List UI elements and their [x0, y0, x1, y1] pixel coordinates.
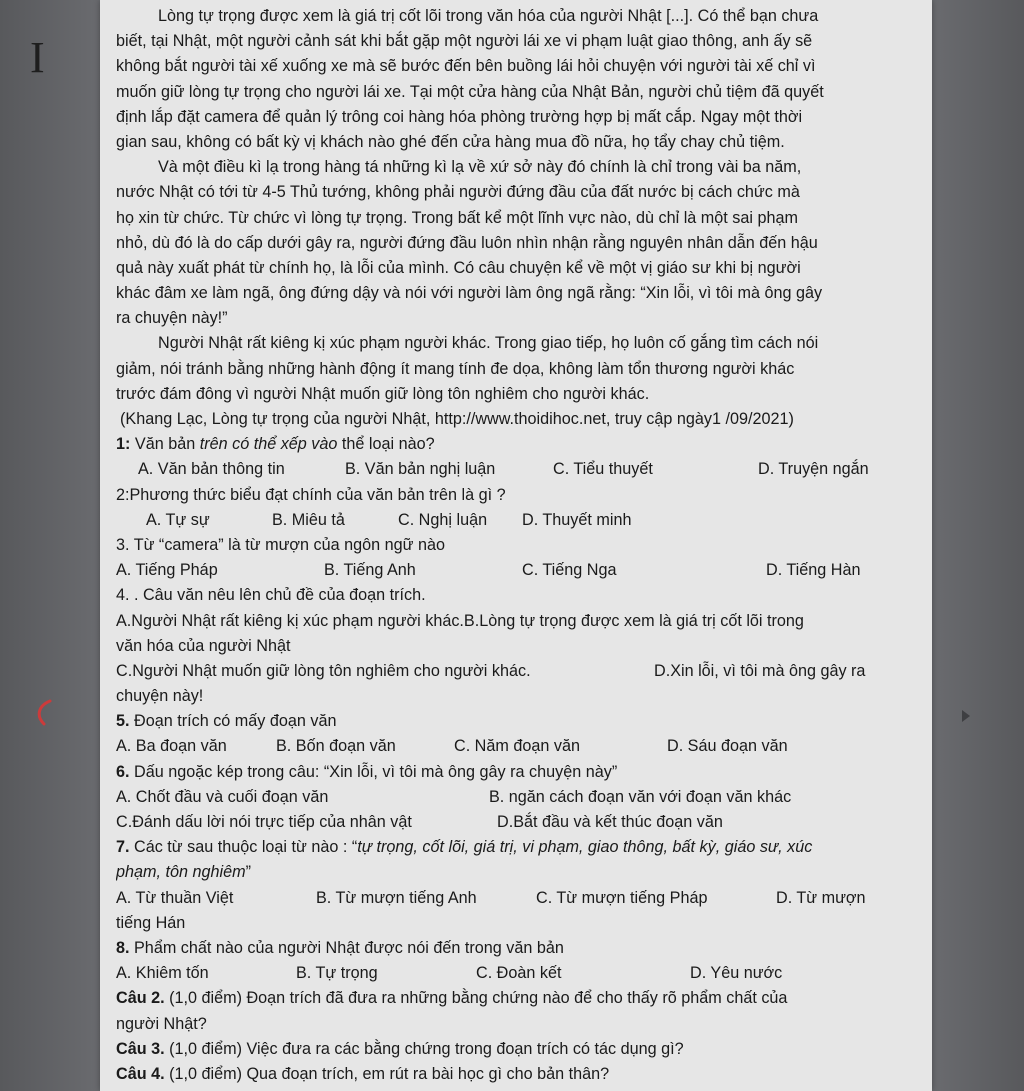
- passage-line: Lòng tự trọng được xem là giá trị cốt lõi trong văn hóa của người Nhật [...]. Có thể bạn chưa: [158, 7, 819, 25]
- option: A. Tự sự: [146, 510, 210, 529]
- option: D.Bắt đầu và kết thúc đoạn văn: [497, 813, 723, 831]
- q4-options-cd: [116, 659, 922, 684]
- option: D. Yêu nước: [690, 964, 783, 983]
- passage-line: biết, tại Nhật, một người cảnh sát khi bắt gặp một người lái xe vi phạm luật giao thông, anh ấy sẽ: [116, 32, 813, 51]
- option: A. Từ thuần Việt: [116, 888, 234, 907]
- option: D. Thuyết minh: [522, 510, 632, 529]
- exam-text: [116, 4, 922, 1087]
- passage-line: nhỏ, dù đó là do cấp dưới gây ra, người đứng đầu luôn nhìn nhận rằng nguyên nhân dẫn đến hậu: [116, 233, 818, 252]
- option: A. Chốt đầu và cuối đoạn văn: [116, 787, 329, 806]
- option: B. ngăn cách đoạn văn với đoạn văn khác: [489, 787, 792, 806]
- option: B. Từ mượn tiếng Anh: [316, 888, 477, 907]
- question-7: [116, 835, 922, 860]
- cau-2: [116, 986, 922, 1011]
- q3-options: [116, 558, 922, 583]
- cau-text: (1,0 điểm) Đoạn trích đã đưa ra những bằng chứng nào để cho thấy rõ phẩm chất của: [164, 989, 788, 1008]
- option: A. Tiếng Pháp: [116, 561, 218, 580]
- q6-options-cd: [116, 810, 922, 835]
- question-text: Dấu ngoặc kép trong câu: “Xin lỗi, vì tôi mà ông gây ra chuyện này”: [129, 762, 618, 781]
- cau-3: [116, 1037, 922, 1062]
- question-text-italic: phạm, tôn nghiêm: [116, 863, 246, 882]
- q5-options: [116, 734, 922, 759]
- chevron-right-icon[interactable]: [960, 708, 972, 724]
- question-1: [116, 432, 922, 457]
- question-7-continued: [116, 860, 922, 885]
- question-5: [116, 709, 922, 734]
- passage-line: ra chuyện này!”: [116, 309, 228, 328]
- option: D. Sáu đoạn văn: [667, 737, 788, 756]
- option: C. Từ mượn tiếng Pháp: [536, 888, 708, 907]
- q2-options: [116, 508, 922, 533]
- question-text: Văn bản: [130, 435, 200, 454]
- passage-line: Và một điều kì lạ trong hàng tá những kì lạ về xứ sở này đó chính là chỉ trong vài ba năm,: [158, 158, 802, 177]
- passage-line: gian sau, không có bất kỳ vị khách nào ghé đến cửa hàng mua đồ nữa, họ tẩy chay chủ tiệm.: [116, 132, 785, 151]
- cau-2-continued: người Nhật?: [116, 1014, 207, 1033]
- viewer-left-margin: [0, 0, 100, 1091]
- question-number: 6.: [116, 762, 130, 781]
- option: B. Miêu tả: [272, 510, 345, 529]
- option: A. Khiêm tốn: [116, 964, 209, 983]
- option: D. Tiếng Hàn: [766, 561, 861, 580]
- q6-options-ab: [116, 785, 922, 810]
- passage-line: khác đâm xe làm ngã, ông đứng dậy và nói với người làm ông ngã rằng: “Xin lỗi, vì tôi mà ông gây: [116, 284, 823, 303]
- passage-line: định lắp đặt camera để quản lý trông coi hàng hóa phòng trường hợp bị mất cắp. Ngay một thời: [116, 107, 803, 126]
- cau-label: Câu 3.: [116, 1039, 165, 1058]
- question-number: 8.: [116, 938, 130, 957]
- cau-text: (1,0 điểm) Việc đưa ra các bằng chứng trong đoạn trích có tác dụng gì?: [164, 1039, 684, 1058]
- q4-option-line: văn hóa của người Nhật: [116, 636, 291, 655]
- question-text: Đoạn trích có mấy đoạn văn: [129, 712, 337, 731]
- question-8: [116, 936, 922, 961]
- option: D.Xin lỗi, vì tôi mà ông gây ra: [654, 661, 866, 680]
- option: C. Tiểu thuyết: [553, 460, 653, 479]
- question-text: Các từ sau thuộc loại từ nào : “: [129, 838, 358, 857]
- q7-options: [116, 886, 922, 911]
- question-3: 3. Từ “camera” là từ mượn của ngôn ngữ nào: [116, 535, 445, 554]
- document-page: [100, 0, 932, 1091]
- option: B. Văn bản nghị luận: [345, 460, 496, 479]
- question-text-italic: trên có thể xếp vào: [199, 435, 338, 454]
- option: D. Từ mượn: [776, 888, 866, 907]
- passage-line: giảm, nói tránh bằng những hành động ít mang tính đe dọa, không làm tổn thương người khác: [116, 359, 795, 378]
- question-number: 1:: [116, 435, 131, 454]
- passage-line: không bắt người tài xế xuống xe mà sẽ bước đến bên buồng lái hỏi chuyện với người tài xế chỉ vì: [116, 57, 816, 76]
- viewer-right-margin: [932, 0, 1024, 1091]
- question-text: thể loại nào?: [337, 435, 435, 454]
- option: A. Văn bản thông tin: [138, 460, 285, 479]
- text-cursor-icon: I: [30, 33, 45, 82]
- question-text-italic: tự trọng, cốt lõi, giá trị, vi phạm, giao thông, bất kỳ, giáo sư, xúc: [357, 838, 813, 857]
- question-text: ”: [245, 863, 251, 882]
- option: C.Người Nhật muốn giữ lòng tôn nghiêm cho người khác.: [116, 661, 531, 680]
- cau-label: Câu 4.: [116, 1064, 165, 1083]
- passage-line: trước đám đông vì người Nhật muốn giữ lòng tôn nghiêm cho người khác.: [116, 384, 650, 403]
- q1-options: [116, 457, 922, 482]
- option: C. Nghị luận: [398, 510, 488, 529]
- question-text: Phẩm chất nào của người Nhật được nói đến trong văn bản: [129, 938, 564, 957]
- q4-option-continued: chuyện này!: [116, 687, 204, 706]
- question-4: 4. . Câu văn nêu lên chủ đề của đoạn trích.: [116, 586, 426, 605]
- question-2: 2:Phương thức biểu đạt chính của văn bản trên là gì ?: [116, 485, 506, 504]
- question-number: 5.: [116, 712, 130, 731]
- cau-text: (1,0 điểm) Qua đoạn trích, em rút ra bài học gì cho bản thân?: [164, 1064, 610, 1083]
- option: D. Truyện ngắn: [758, 460, 869, 479]
- question-6: [116, 760, 922, 785]
- passage-line: muốn giữ lòng tự trọng cho người lái xe. Tại một cửa hàng của Nhật Bản, người chủ tiệm đã quyết: [116, 82, 824, 101]
- option: C.Đánh dấu lời nói trực tiếp của nhân vật: [116, 813, 412, 831]
- option: C. Đoàn kết: [476, 964, 562, 983]
- option: B. Tự trọng: [296, 964, 378, 983]
- question-number: 7.: [116, 838, 130, 857]
- source-citation: (Khang Lạc, Lòng tự trọng của người Nhật, http://www.thoidihoc.net, truy cập ngày1 /09/2021): [120, 410, 794, 428]
- option: C. Tiếng Nga: [522, 561, 617, 580]
- option: A. Ba đoạn văn: [116, 737, 227, 756]
- passage-line: nước Nhật có tới từ 4-5 Thủ tướng, không phải người đứng đầu của đất nước bị cách chức mà: [116, 183, 800, 202]
- passage-line: Người Nhật rất kiêng kị xúc phạm người khác. Trong giao tiếp, họ luôn cố gắng tìm cách nói: [158, 334, 819, 353]
- cau-label: Câu 2.: [116, 989, 165, 1008]
- q7-option-continued: tiếng Hán: [116, 913, 186, 932]
- cau-4: [116, 1062, 922, 1087]
- chevron-left-icon[interactable]: [30, 698, 58, 726]
- passage-line: quả này xuất phát từ chính họ, là lỗi của mình. Có câu chuyện kể về một vị giáo sư khi bị người: [116, 258, 801, 277]
- option: C. Năm đoạn văn: [454, 737, 580, 756]
- option: B. Bốn đoạn văn: [276, 737, 396, 756]
- q8-options: [116, 961, 922, 986]
- passage-line: họ xin từ chức. Từ chức vì lòng tự trọng. Trong bất kể một lĩnh vực nào, dù chỉ là một sai phạm: [116, 208, 798, 227]
- option: B. Tiếng Anh: [324, 561, 416, 580]
- q4-option-line: A.Người Nhật rất kiêng kị xúc phạm người khác.B.Lòng tự trọng được xem là giá trị cốt lõi trong: [116, 611, 804, 630]
